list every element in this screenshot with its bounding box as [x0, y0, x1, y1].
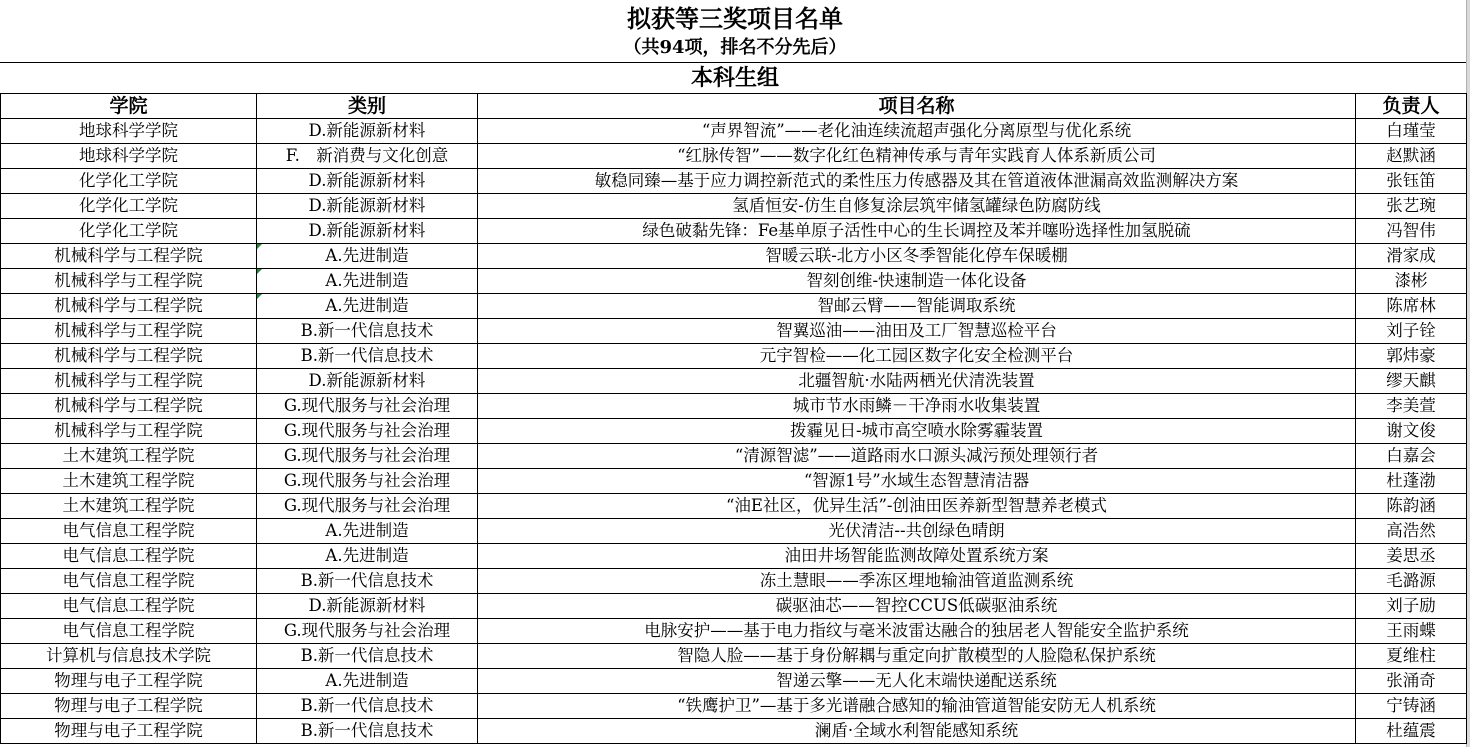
document-title: 拟获等三奖项目名单 — [627, 4, 843, 33]
cell-college[interactable]: 物理与电子工程学院 — [1, 669, 257, 694]
cell-leader[interactable]: 王雨蝶 — [1356, 619, 1467, 644]
cell-college[interactable]: 土木建筑工程学院 — [1, 444, 257, 469]
cell-project-name[interactable]: 智递云擎——无人化末端快递配送系统 — [478, 669, 1356, 694]
cell-project-name[interactable]: 冻土慧眼——季冻区埋地输油管道监测系统 — [478, 569, 1356, 594]
table-row — [1, 369, 1467, 394]
cell-project-name[interactable]: 碳驱油芯——智控CCUS低碳驱油系统 — [478, 594, 1356, 619]
table-row — [1, 319, 1467, 344]
cell-project-name[interactable]: 北疆智航·水陆两栖光伏清洗装置 — [478, 369, 1356, 394]
cell-category[interactable]: G.现代服务与社会治理 — [257, 394, 478, 419]
cell-category[interactable]: G.现代服务与社会治理 — [257, 419, 478, 444]
cell-leader[interactable]: 张涌奇 — [1356, 669, 1467, 694]
cell-leader[interactable]: 张艺琬 — [1356, 194, 1467, 219]
cell-college[interactable]: 化学化工学院 — [1, 219, 257, 244]
cell-project-name[interactable]: “红脉传智”——数字化红色精神传承与青年实践育人体系新质公司 — [478, 144, 1356, 169]
cell-project-name[interactable]: 智翼巡油——油田及工厂智慧巡检平台 — [478, 319, 1356, 344]
cell-leader[interactable]: 宁铸涵 — [1356, 694, 1467, 719]
cell-category[interactable]: D.新能源新材料 — [257, 219, 478, 244]
cell-project-name[interactable]: “清源智滤”——道路雨水口源头减污预处理领行者 — [478, 444, 1356, 469]
cell-project-name[interactable]: 拨霾见日-城市高空喷水除雾霾装置 — [478, 419, 1356, 444]
cell-college[interactable]: 电气信息工程学院 — [1, 594, 257, 619]
cell-project-name[interactable]: 敏稳同臻—基于应力调控新范式的柔性压力传感器及其在管道液体泄漏高效监测解决方案 — [478, 169, 1356, 194]
table-row — [1, 394, 1467, 419]
table-row — [1, 619, 1467, 644]
cell-category[interactable]: A.先进制造 — [257, 544, 478, 569]
cell-college[interactable]: 土木建筑工程学院 — [1, 494, 257, 519]
cell-college[interactable]: 化学化工学院 — [1, 194, 257, 219]
table-row — [1, 269, 1467, 294]
table-row — [1, 494, 1467, 519]
cell-college[interactable]: 土木建筑工程学院 — [1, 469, 257, 494]
cell-project-name[interactable]: “智源1号”水域生态智慧清洁器 — [478, 469, 1356, 494]
table-row — [1, 419, 1467, 444]
header-project-name[interactable]: 项目名称 — [478, 94, 1356, 119]
cell-category[interactable]: G.现代服务与社会治理 — [257, 494, 478, 519]
cell-category[interactable]: B.新一代信息技术 — [257, 694, 478, 719]
cell-college[interactable]: 机械科学与工程学院 — [1, 244, 257, 269]
cell-category[interactable]: B.新一代信息技术 — [257, 644, 478, 669]
cell-category[interactable]: D.新能源新材料 — [257, 169, 478, 194]
table-row — [1, 344, 1467, 369]
cell-category[interactable]: A.先进制造 — [257, 294, 478, 319]
cell-college[interactable]: 电气信息工程学院 — [1, 619, 257, 644]
table-row — [1, 119, 1467, 144]
cell-leader[interactable]: 冯智伟 — [1356, 219, 1467, 244]
cell-category[interactable]: F. 新消费与文化创意 — [257, 144, 478, 169]
cell-leader[interactable]: 陈韵涵 — [1356, 494, 1467, 519]
header-leader[interactable]: 负责人 — [1356, 94, 1467, 119]
table-row — [1, 244, 1467, 269]
table-row — [1, 719, 1467, 744]
table-row — [1, 644, 1467, 669]
cell-leader[interactable]: 漆彬 — [1356, 269, 1467, 294]
document-subtitle: （共94项，排名不分先后） — [623, 37, 847, 58]
cell-leader[interactable]: 刘子铨 — [1356, 319, 1467, 344]
cell-category[interactable]: B.新一代信息技术 — [257, 719, 478, 744]
cell-college[interactable]: 物理与电子工程学院 — [1, 694, 257, 719]
cell-college[interactable]: 电气信息工程学院 — [1, 569, 257, 594]
cell-category[interactable]: B.新一代信息技术 — [257, 344, 478, 369]
cell-leader[interactable]: 姜思丞 — [1356, 544, 1467, 569]
header-category[interactable]: 类别 — [257, 94, 478, 119]
table-row — [1, 694, 1467, 719]
cell-category[interactable]: D.新能源新材料 — [257, 369, 478, 394]
cell-project-name[interactable]: 智隐人脸——基于身份解耦与重定向扩散模型的人脸隐私保护系统 — [478, 644, 1356, 669]
cell-leader[interactable]: 李美萱 — [1356, 394, 1467, 419]
cell-category[interactable]: A.先进制造 — [257, 244, 478, 269]
header-row — [1, 94, 1467, 119]
cell-leader[interactable]: 缪天麒 — [1356, 369, 1467, 394]
cell-leader[interactable]: 白瑾莹 — [1356, 119, 1467, 144]
cell-leader[interactable]: 高浩然 — [1356, 519, 1467, 544]
cell-college[interactable]: 电气信息工程学院 — [1, 544, 257, 569]
cell-project-name[interactable]: 城市节水雨鳞－干净雨水收集装置 — [478, 394, 1356, 419]
cell-college[interactable]: 地球科学学院 — [1, 144, 257, 169]
cell-college[interactable]: 计算机与信息技术学院 — [1, 644, 257, 669]
cell-category[interactable]: G.现代服务与社会治理 — [257, 619, 478, 644]
table-row — [1, 194, 1467, 219]
cell-project-name[interactable]: 油田井场智能监测故障处置系统方案 — [478, 544, 1356, 569]
cell-project-name[interactable]: 澜盾·全域水利智能感知系统 — [478, 719, 1356, 744]
cell-leader[interactable]: 杜蓬渤 — [1356, 469, 1467, 494]
cell-category[interactable]: A.先进制造 — [257, 269, 478, 294]
cell-leader[interactable]: 夏维柱 — [1356, 644, 1467, 669]
cell-college[interactable]: 机械科学与工程学院 — [1, 344, 257, 369]
table-row — [1, 469, 1467, 494]
cell-college[interactable]: 机械科学与工程学院 — [1, 319, 257, 344]
cell-project-name[interactable]: 元宇智检——化工园区数字化安全检测平台 — [478, 344, 1356, 369]
table-row — [1, 544, 1467, 569]
cell-category[interactable]: D.新能源新材料 — [257, 194, 478, 219]
table-row — [1, 444, 1467, 469]
table-row — [1, 569, 1467, 594]
cell-category[interactable]: D.新能源新材料 — [257, 594, 478, 619]
cell-leader[interactable]: 陈席林 — [1356, 294, 1467, 319]
table-row — [1, 594, 1467, 619]
award-table — [0, 93, 1467, 744]
table-row — [1, 144, 1467, 169]
cell-college[interactable]: 机械科学与工程学院 — [1, 369, 257, 394]
cell-college[interactable]: 机械科学与工程学院 — [1, 394, 257, 419]
cell-leader[interactable]: 赵默涵 — [1356, 144, 1467, 169]
cell-college[interactable]: 地球科学学院 — [1, 119, 257, 144]
table-row — [1, 169, 1467, 194]
cell-category[interactable]: A.先进制造 — [257, 519, 478, 544]
cell-project-name[interactable]: 智暖云联-北方小区冬季智能化停车保暖棚 — [478, 244, 1356, 269]
cell-project-name[interactable]: 智邮云臂——智能调取系统 — [478, 294, 1356, 319]
cell-leader[interactable]: 刘子励 — [1356, 594, 1467, 619]
cell-college[interactable]: 机械科学与工程学院 — [1, 419, 257, 444]
table-row — [1, 294, 1467, 319]
table-row — [1, 669, 1467, 694]
cell-category[interactable]: B.新一代信息技术 — [257, 569, 478, 594]
cell-project-name[interactable]: 绿色破黏先锋：Fe基单原子活性中心的生长调控及苯并噻吩选择性加氢脱硫 — [478, 219, 1356, 244]
cell-college[interactable]: 化学化工学院 — [1, 169, 257, 194]
cell-college[interactable]: 电气信息工程学院 — [1, 519, 257, 544]
cell-leader[interactable]: 郭炜豪 — [1356, 344, 1467, 369]
cell-leader[interactable]: 张钰笛 — [1356, 169, 1467, 194]
cell-leader[interactable]: 白嘉会 — [1356, 444, 1467, 469]
cell-category[interactable]: G.现代服务与社会治理 — [257, 469, 478, 494]
cell-leader[interactable]: 滑家成 — [1356, 244, 1467, 269]
cell-category[interactable]: A.先进制造 — [257, 669, 478, 694]
cell-leader[interactable]: 杜蕴震 — [1356, 719, 1467, 744]
table-row — [1, 219, 1467, 244]
cell-project-name[interactable]: “铁鹰护卫”—基于多光谱融合感知的输油管道智能安防无人机系统 — [478, 694, 1356, 719]
cell-leader[interactable]: 谢文俊 — [1356, 419, 1467, 444]
table-row — [1, 519, 1467, 544]
cell-category[interactable]: D.新能源新材料 — [257, 119, 478, 144]
group-heading: 本科生组 — [690, 65, 779, 91]
table-body — [1, 119, 1467, 744]
cell-category[interactable]: G.现代服务与社会治理 — [257, 444, 478, 469]
cell-project-name[interactable]: “声界智流”——老化油连续流超声强化分离原型与优化系统 — [478, 119, 1356, 144]
cell-college[interactable]: 机械科学与工程学院 — [1, 294, 257, 319]
header-college[interactable]: 学院 — [1, 94, 257, 119]
cell-category[interactable]: B.新一代信息技术 — [257, 319, 478, 344]
cell-project-name[interactable]: 氢盾恒安-仿生自修复涂层筑牢储氢罐绿色防腐防线 — [478, 194, 1356, 219]
cell-college[interactable]: 物理与电子工程学院 — [1, 719, 257, 744]
cell-project-name[interactable]: 光伏清洁--共创绿色晴朗 — [478, 519, 1356, 544]
cell-college[interactable]: 机械科学与工程学院 — [1, 269, 257, 294]
cell-project-name[interactable]: 智刻创维-快速制造一体化设备 — [478, 269, 1356, 294]
cell-project-name[interactable]: “油E社区，优异生活”-创油田医养新型智慧养老模式 — [478, 494, 1356, 519]
cell-leader[interactable]: 毛潞源 — [1356, 569, 1467, 594]
cell-project-name[interactable]: 电脉安护——基于电力指纹与毫米波雷达融合的独居老人智能安全监护系统 — [478, 619, 1356, 644]
